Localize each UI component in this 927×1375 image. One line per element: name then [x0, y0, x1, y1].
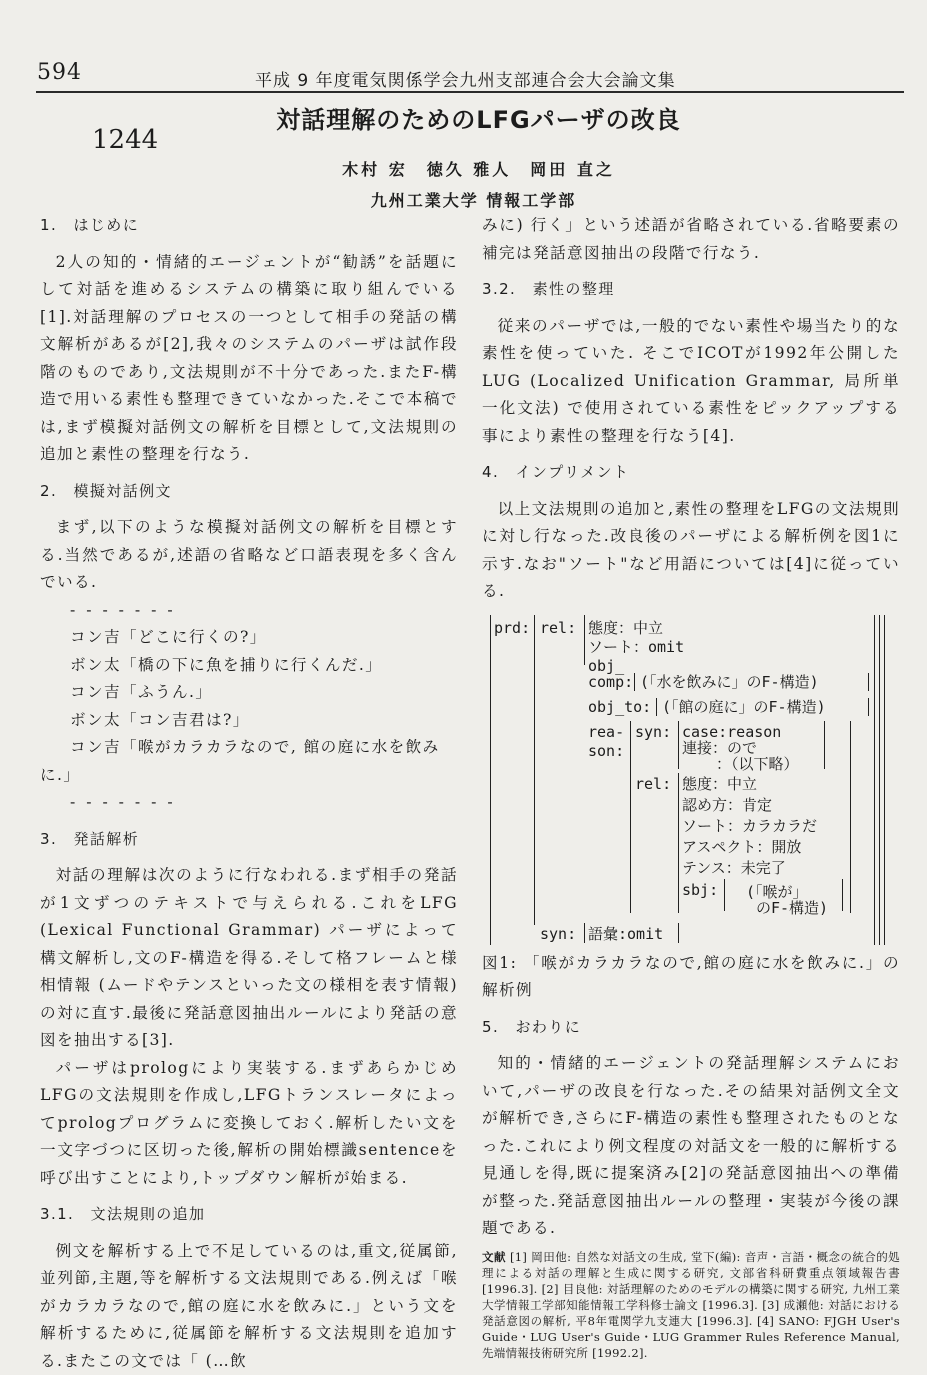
figure-caption: 図1: 「喉がカラカラなので,館の庭に水を飲みに.」の解析例 — [482, 950, 900, 1005]
header-rule — [36, 91, 904, 93]
fs-value: (「館の庭に」のF-構造) — [662, 698, 826, 717]
section-heading: 3. 発話解析 — [40, 826, 458, 854]
fs-attr: ソート：カラカラだ — [682, 817, 817, 836]
bracket-line — [490, 615, 491, 945]
fs-label-reason: rea- — [588, 723, 624, 742]
fs-label-prd: prd: — [494, 619, 530, 638]
left-column — [40, 212, 458, 1375]
page-number: 594 — [37, 60, 82, 85]
references — [482, 1249, 900, 1361]
bracket-line — [634, 673, 635, 691]
fs-value: (「水を飲みに」のF-構造) — [640, 673, 819, 692]
bracket-line — [656, 698, 657, 716]
dialogue-line: コン吉「ふうん.」 — [40, 679, 458, 707]
bracket-line — [868, 673, 869, 691]
paragraph: 従来のパーザでは,一般的でない素性や場当たり的な素性を使っていた. そこでICOTが1992年公開したLUG (Localized Unification Grammar, 局所単一化文法) で使用されている素性をピックアップする事により素性の整理を行なう[4]. — [482, 313, 900, 451]
dialogue-line: コン吉「どこに行くの?」 — [40, 624, 458, 652]
paper-title: 対話理解のためのLFGパーザの改良 — [0, 100, 927, 135]
paragraph: みに) 行く」という述語が省略されている.省略要素の補完は発話意図抽出の段階で行なう. — [482, 212, 900, 267]
bracket-line — [879, 615, 880, 945]
fs-attr: 連接：ので — [682, 739, 757, 758]
bracket-line — [724, 879, 725, 911]
fs-attr: ソート：omit — [588, 638, 684, 657]
section-heading: 3.1. 文法規則の追加 — [40, 1201, 458, 1229]
fs-label-syn: syn: — [635, 723, 671, 742]
bracket-line — [678, 923, 679, 943]
running-head: 平成 9 年度電気関係学会九州支部連合会大会論文集 — [255, 66, 676, 91]
fs-attr: 語彙:omit — [588, 925, 663, 944]
dialogue-line: ボン太「橋の下に魚を捕りに行くんだ.」 — [40, 652, 458, 680]
fs-attr: アスペクト：開放 — [682, 838, 801, 857]
section-heading: 4. インプリメント — [482, 459, 900, 487]
bracket-line — [584, 615, 585, 665]
dialogue-line: コン吉「喉がカラカラなので, 館の庭に水を飲みに.」 — [40, 734, 458, 789]
fs-value: のF-構造) — [756, 899, 828, 918]
fs-attr: テンス：未完了 — [682, 859, 786, 878]
section-heading: 2. 模擬対話例文 — [40, 478, 458, 506]
dialogue-separator: - - - - - - - — [40, 789, 458, 817]
paper-number: 1244 — [92, 125, 158, 155]
fs-value: (「喉が」 — [746, 883, 808, 902]
fs-attr: ：（以下略） — [716, 755, 799, 774]
paragraph: 例文を解析する上で不足しているのは,重文,従属節,並列節,主題,等を解析する文法規則である.例えば「喉がカラカラなので,館の庭に水を飲みに.」という文を解析するために,従属節を解析する文法規則を追加する.またこの文では「 (…飲 — [40, 1238, 458, 1375]
fs-label-reason: son: — [588, 742, 624, 761]
bracket-line — [584, 923, 585, 943]
right-column — [482, 212, 900, 1361]
authors: 木村 宏 徳久 雅人 岡田 直之 — [0, 157, 927, 180]
section-heading: 3.2. 素性の整理 — [482, 276, 900, 304]
bracket-line — [678, 773, 679, 913]
section-heading: 5. おわりに — [482, 1014, 900, 1042]
fs-label-obj: obj_ — [588, 657, 624, 676]
fs-label-sbj: sbj: — [682, 881, 718, 900]
fs-attr: case:reason — [682, 723, 781, 742]
bracket-line — [824, 721, 825, 769]
bracket-line — [850, 721, 851, 913]
fs-label-rel: rel: — [540, 619, 576, 638]
fs-label-rel: rel: — [635, 775, 671, 794]
dialogue-separator: - - - - - - - — [40, 597, 458, 625]
bracket-line — [874, 615, 875, 945]
paragraph: 2人の知的・情緒的エージェントが“勧誘”を話題にして対話を進めるシステムの構築に取り組んでいる[1].対話理解のプロセスの一つとして相手の発話の構文解析があるが[2],我々のシステムのパーザは試作段階のものであり,文法規則が不十分であった.またF-構造で用いる素性も整理できていなかった.そこで本稿では,まず模擬対話例文の解析を目標として,文法規則の追加と素性の整理を行なう. — [40, 249, 458, 469]
bracket-line — [842, 879, 843, 911]
paragraph: パーザはprologにより実装する.まずあらかじめLFGの文法規則を作成し,LFGトランスレータによってprologプログラムに変換しておく.解析したい文を一文字づつに区切った後,解析の開始標識sentenceを呼び出すことにより,トップダウン解析が始まる. — [40, 1055, 458, 1193]
references-text: [1] 岡田他: 自然な対話文の生成, 堂下(編): 音声・言語・概念の統合的処理による対話の理解と生成に関する研究, 文部省科研費重点領域報告書 [1996.3]. [2] 目良他: 対話理解のためのモデルの構築に関する研究, 九州工業大学情報工学部知能情報工学科修士論文 [1996.3]. [3] 成瀬他: 対話における発話意図の解析, 平8年電関学九支連大 [1996.3]. [4] SANO: FJGH User's Guide・LUG User's Guide・LUG Grammer Rules Reference Manual, 先端情報技術研究所 [1992.2]. — [482, 1250, 900, 1360]
bracket-line — [884, 615, 885, 945]
paragraph: 対話の理解は次のように行なわれる.まず相手の発話が1文ずつのテキストで与えられる.これをLFG (Lexical Functional Grammar) パーザによって構文解析し,文のF-構造を得る.そして格フレームと様相情報 (ムードやテンスといった文の様相を表す情報) の対に直す.最後に発話意図抽出ルールにより発話の意図を抽出する[3]. — [40, 862, 458, 1055]
f-structure-figure — [488, 615, 900, 950]
fs-label-syn: syn: — [540, 925, 576, 944]
paragraph: 知的・情緒的エージェントの発話理解システムにおいて,パーザの改良を行なった.その結果対話例文全文が解析でき,さらにF-構造の素性も整理されたものとなった.これにより例文程度の対話文を一般的に解析する見通しを得,既に提案済み[2]の発話意図抽出への準備が整った.発話意図抽出ルールの整理・実装が今後の課題である. — [482, 1050, 900, 1243]
fs-attr: 態度：中立 — [682, 775, 757, 794]
bracket-line — [868, 698, 869, 716]
references-label: 文献 — [482, 1250, 506, 1264]
paragraph: 以上文法規則の追加と,素性の整理をLFGの文法規則に対し行なった.改良後のパーザによる解析例を図1に示す.なお"ソート"など用語については[4]に従っている. — [482, 496, 900, 606]
affiliation: 九州工業大学 情報工学部 — [0, 188, 927, 211]
bracket-line — [630, 721, 631, 913]
fs-label-comp: comp: — [588, 673, 633, 692]
dialogue-line: ボン太「コン吉君は?」 — [40, 707, 458, 735]
bracket-line — [678, 721, 679, 769]
paragraph: まず,以下のような模擬対話例文の解析を目標とする.当然であるが,述語の省略など口語表現を多く含んでいる. — [40, 514, 458, 597]
fs-attr: 態度：中立 — [588, 619, 663, 638]
fs-label-objto: obj_to: — [588, 698, 651, 717]
bracket-line — [534, 615, 535, 925]
section-heading: 1. はじめに — [40, 212, 458, 240]
fs-attr: 認め方：肯定 — [682, 796, 772, 815]
